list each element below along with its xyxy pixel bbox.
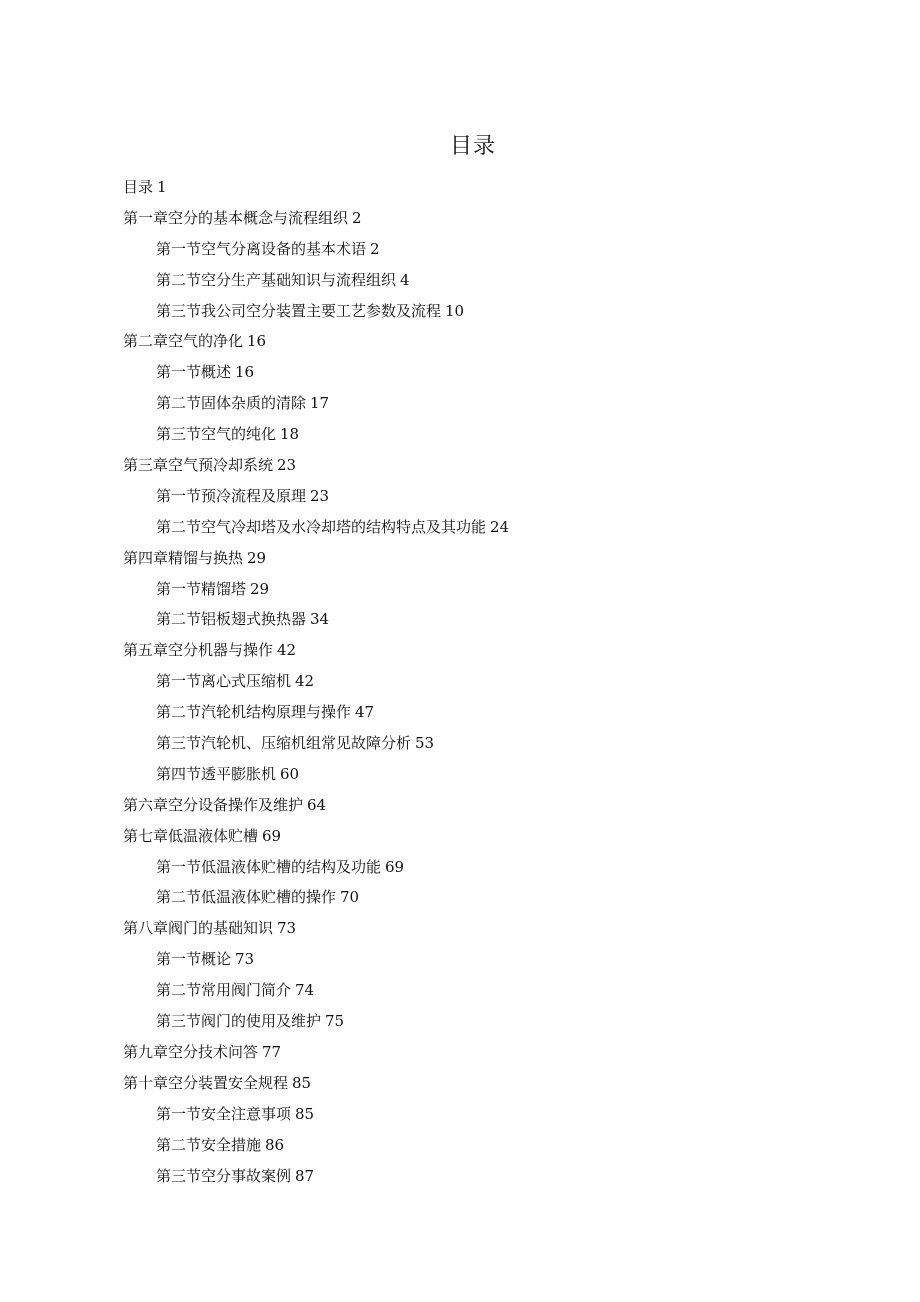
toc-entry-text: 第三节我公司空分装置主要工艺参数及流程 [156,301,442,320]
toc-chapter-entry[interactable] [123,203,509,234]
toc-section-entry[interactable] [123,666,509,697]
toc-chapter-entry[interactable] [123,1037,509,1068]
toc-list [123,172,509,1191]
toc-page-number: 16 [247,332,267,351]
toc-entry-text: 第三节阀门的使用及维护 [156,1012,322,1031]
toc-section-entry[interactable] [123,604,509,635]
toc-page-number: 10 [445,301,465,320]
toc-entry-text: 第三章空气预冷却系统 [123,456,274,475]
toc-section-entry[interactable] [123,944,509,975]
toc-page-number: 23 [310,486,330,505]
toc-entry-text: 第四章精馏与换热 [123,548,244,567]
toc-page-number: 85 [292,1073,312,1092]
toc-section-entry[interactable] [123,697,509,728]
toc-page-number: 4 [400,270,410,289]
toc-page-number: 73 [235,950,255,969]
toc-page-number: 29 [250,579,270,598]
toc-section-entry[interactable] [123,574,509,605]
toc-page-number: 2 [370,239,380,258]
toc-entry-text: 第二章空气的净化 [123,332,244,351]
toc-entry-text: 第二节安全措施 [156,1135,262,1154]
toc-entry-text: 第一节精馏塔 [156,579,247,598]
toc-chapter-entry[interactable] [123,543,509,574]
toc-page-number: 17 [310,394,330,413]
toc-page-number: 23 [277,456,297,475]
toc-section-entry[interactable] [123,234,509,265]
toc-chapter-entry[interactable] [123,450,509,481]
toc-entry-text: 第二节空气冷却塔及水冷却塔的结构特点及其功能 [156,517,487,536]
toc-section-entry[interactable] [123,481,509,512]
toc-page-number: 42 [295,672,315,691]
toc-section-entry[interactable] [123,265,509,296]
toc-section-entry[interactable] [123,296,509,327]
toc-page-number: 1 [157,178,167,196]
toc-entry-text: 第二节低温液体贮槽的操作 [156,888,337,907]
toc-section-entry[interactable] [123,882,509,913]
toc-entry-text: 第九章空分技术问答 [123,1042,259,1061]
toc-page-number: 69 [385,857,405,876]
toc-entry-text: 第二节空分生产基础知识与流程组织 [156,270,397,289]
toc-entry-text: 第六章空分设备操作及维护 [123,795,304,814]
toc-page-number: 85 [295,1104,315,1123]
toc-page-number: 53 [415,734,435,753]
toc-entry-text: 第二节固体杂质的清除 [156,394,307,413]
toc-entry-text: 第二节常用阀门简介 [156,981,292,1000]
toc-page-number: 2 [352,208,362,227]
toc-entry-text: 目录 [123,178,154,196]
toc-page-number: 77 [262,1042,282,1061]
toc-entry-text: 第一章空分的基本概念与流程组织 [123,208,349,227]
toc-entry-text: 第一节空气分离设备的基本术语 [156,239,367,258]
toc-entry-text: 第五章空分机器与操作 [123,641,274,660]
toc-entry-text: 第四节透平膨胀机 [156,764,277,783]
toc-section-entry[interactable] [123,1130,509,1161]
toc-entry-text: 第二节汽轮机结构原理与操作 [156,703,352,722]
toc-page-number: 16 [235,363,255,382]
toc-entry-text: 第一节预冷流程及原理 [156,486,307,505]
toc-section-entry[interactable] [123,1006,509,1037]
toc-page-number: 60 [280,764,300,783]
toc-section-entry[interactable] [123,1161,509,1192]
toc-page-number: 42 [277,641,297,660]
toc-section-entry[interactable] [123,512,509,543]
toc-page-number: 75 [325,1012,345,1031]
toc-section-entry[interactable] [123,728,509,759]
toc-page-number: 18 [280,425,300,444]
toc-page-number: 87 [295,1166,315,1185]
toc-entry-text: 第一节概论 [156,950,232,969]
toc-section-entry[interactable] [123,419,509,450]
page-title: 目录 [449,134,496,159]
toc-entry-text: 第三节空分事故案例 [156,1166,292,1185]
toc-page-number: 47 [355,703,375,722]
toc-section-entry[interactable] [123,388,509,419]
toc-page-number: 70 [340,888,360,907]
toc-chapter-entry[interactable] [123,790,509,821]
toc-page-number: 29 [247,548,267,567]
toc-entry-text: 第三节汽轮机、压缩机组常见故障分析 [156,734,412,753]
toc-section-entry[interactable] [123,357,509,388]
toc-section-entry[interactable] [123,975,509,1006]
toc-page-number: 74 [295,981,315,1000]
toc-entry-text: 第一节安全注意事项 [156,1104,292,1123]
toc-entry-text: 第三节空气的纯化 [156,425,277,444]
toc-chapter-entry[interactable] [123,1068,509,1099]
toc-entry-text: 第一节离心式压缩机 [156,672,292,691]
toc-section-entry[interactable] [123,852,509,883]
toc-chapter-entry[interactable] [123,821,509,852]
toc-page-number: 64 [307,795,327,814]
toc-section-entry[interactable] [123,759,509,790]
toc-page-number: 24 [490,517,510,536]
toc-page-number: 34 [310,610,330,629]
toc-entry-text: 第七章低温液体贮槽 [123,826,259,845]
toc-entry-text: 第二节铝板翅式换热器 [156,610,307,629]
toc-chapter-entry[interactable] [123,913,509,944]
toc-entry-text: 第一节概述 [156,363,232,382]
toc-entry-text: 第八章阀门的基础知识 [123,919,274,938]
toc-chapter-entry[interactable] [123,635,509,666]
toc-chapter-entry[interactable] [123,326,509,357]
toc-page-number: 86 [265,1135,285,1154]
toc-entry-text: 第一节低温液体贮槽的结构及功能 [156,857,382,876]
toc-page-number: 69 [262,826,282,845]
toc-entry-text: 第十章空分装置安全规程 [123,1073,289,1092]
toc-page-number: 73 [277,919,297,938]
toc-section-entry[interactable] [123,1099,509,1130]
toc-chapter-entry[interactable] [123,172,509,203]
